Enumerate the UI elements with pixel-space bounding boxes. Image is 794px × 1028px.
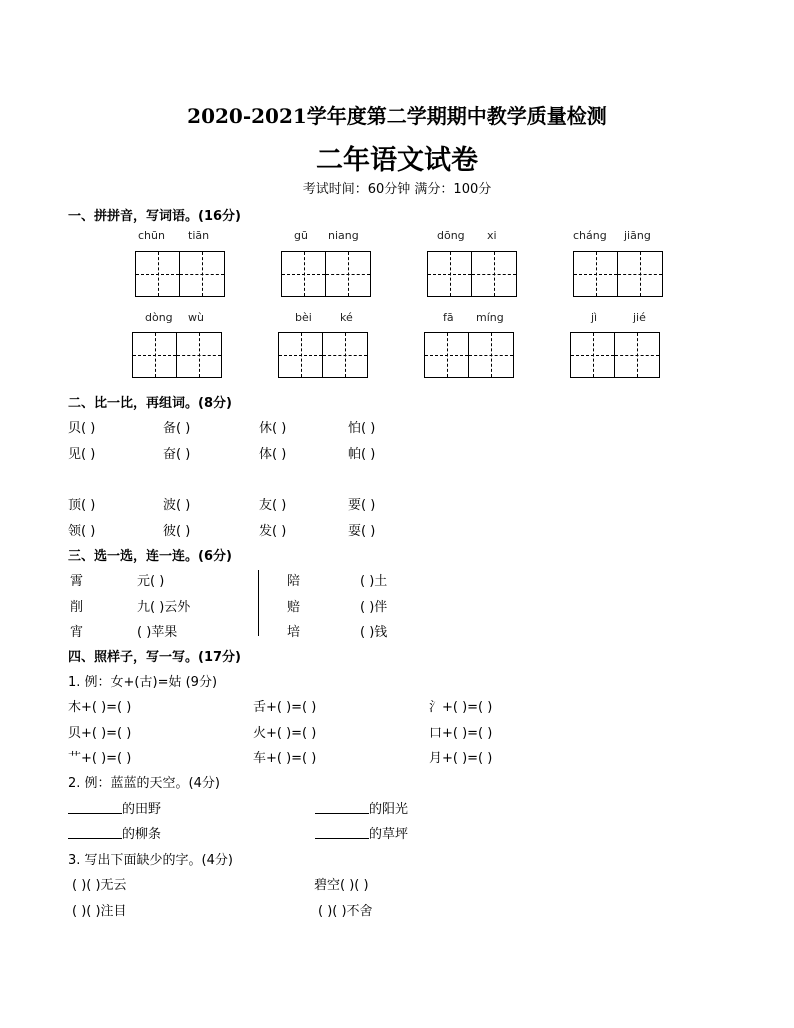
compose-item[interactable]: 口+( )=( ) xyxy=(429,726,493,741)
pinyin: dòng xyxy=(145,311,173,324)
match-char: 霄 xyxy=(70,574,84,589)
compose-item[interactable]: 艹+( )=( ) xyxy=(68,751,132,766)
section1-heading: 一、拼拼音，写词语。(16分) xyxy=(68,209,241,224)
writing-box[interactable] xyxy=(573,251,663,297)
pinyin: chūn xyxy=(138,229,165,242)
idiom-item[interactable]: ( )( )注目 xyxy=(72,904,127,919)
answer-blank[interactable] xyxy=(68,801,122,814)
match-char: 赔 xyxy=(287,600,301,615)
exam-title: 2020-2021学年度第二学期期中教学质量检测 xyxy=(187,104,607,128)
pinyin: bèi xyxy=(295,311,312,324)
match-char: 削 xyxy=(70,600,84,615)
match-blank[interactable]: 元( ) xyxy=(137,574,165,589)
pinyin: jié xyxy=(633,311,646,324)
compose-item[interactable]: 月+( )=( ) xyxy=(429,751,493,766)
writing-box[interactable] xyxy=(427,251,517,297)
phrase-item[interactable]: 的柳条 xyxy=(68,823,161,842)
pinyin: cháng xyxy=(573,229,607,242)
q3-example: 3. 写出下面缺少的字。(4分) xyxy=(68,853,233,868)
compose-item[interactable]: 火+( )=( ) xyxy=(253,726,317,741)
word-item[interactable]: 休( ) xyxy=(259,421,287,436)
writing-box[interactable] xyxy=(132,332,222,378)
compose-item[interactable]: 木+( )=( ) xyxy=(68,700,132,715)
section3-heading: 三、选一选，连一连。(6分) xyxy=(68,549,232,564)
word-item[interactable]: 友( ) xyxy=(259,498,287,513)
word-item[interactable]: 见( ) xyxy=(68,447,96,462)
match-blank[interactable]: ( )土 xyxy=(360,574,388,589)
phrase-item[interactable]: 的阳光 xyxy=(315,798,408,817)
exam-info: 考试时间：60分钟 满分：100分 xyxy=(302,182,492,197)
pinyin: jì xyxy=(591,311,598,324)
match-char: 陪 xyxy=(287,574,301,589)
pinyin: tiān xyxy=(188,229,210,242)
match-blank[interactable]: ( )钱 xyxy=(360,625,388,640)
word-item[interactable]: 彼( ) xyxy=(163,524,191,539)
match-char: 宵 xyxy=(70,625,84,640)
word-item[interactable]: 贝( ) xyxy=(68,421,96,436)
idiom-item[interactable]: ( )( )不舍 xyxy=(318,904,373,919)
writing-box[interactable] xyxy=(135,251,225,297)
compose-item[interactable]: 舌+( )=( ) xyxy=(253,700,317,715)
compose-item[interactable]: 车+( )=( ) xyxy=(253,751,317,766)
word-item[interactable]: 体( ) xyxy=(259,447,287,462)
word-item[interactable]: 耍( ) xyxy=(348,524,376,539)
pinyin: dōng xyxy=(437,229,465,242)
word-item[interactable]: 波( ) xyxy=(163,498,191,513)
pinyin: wù xyxy=(188,311,204,324)
section2-heading: 二、比一比，再组词。(8分) xyxy=(68,396,232,411)
match-char: 培 xyxy=(287,625,301,640)
compose-item[interactable]: 氵+( )=( ) xyxy=(429,700,493,715)
writing-box[interactable] xyxy=(281,251,371,297)
word-item[interactable]: 顶( ) xyxy=(68,498,96,513)
pinyin: niang xyxy=(328,229,359,242)
word-item[interactable]: 奋( ) xyxy=(163,447,191,462)
phrase-item[interactable]: 的田野 xyxy=(68,798,161,817)
pinyin: ké xyxy=(340,311,353,324)
word-item[interactable]: 要( ) xyxy=(348,498,376,513)
writing-box[interactable] xyxy=(424,332,514,378)
writing-box[interactable] xyxy=(278,332,368,378)
section4-heading: 四、照样子，写一写。(17分) xyxy=(68,650,241,665)
pinyin: xi xyxy=(487,229,497,242)
match-blank[interactable]: ( )伴 xyxy=(360,600,388,615)
match-blank[interactable]: 九( )云外 xyxy=(137,600,191,615)
answer-blank[interactable] xyxy=(315,826,369,839)
match-blank[interactable]: ( )苹果 xyxy=(137,625,178,640)
answer-blank[interactable] xyxy=(315,801,369,814)
word-item[interactable]: 备( ) xyxy=(163,421,191,436)
exam-subtitle: 二年语文试卷 xyxy=(316,145,478,176)
idiom-item[interactable]: 碧空( )( ) xyxy=(314,878,369,893)
pinyin: gū xyxy=(294,229,308,242)
answer-blank[interactable] xyxy=(68,826,122,839)
pinyin: jiāng xyxy=(624,229,651,242)
idiom-item[interactable]: ( )( )无云 xyxy=(72,878,127,893)
phrase-item[interactable]: 的草坪 xyxy=(315,823,408,842)
word-item[interactable]: 发( ) xyxy=(259,524,287,539)
divider xyxy=(258,570,259,636)
pinyin: míng xyxy=(476,311,504,324)
word-item[interactable]: 领( ) xyxy=(68,524,96,539)
word-item[interactable]: 怕( ) xyxy=(348,421,376,436)
q2-example: 2. 例：蓝蓝的天空。(4分) xyxy=(68,776,220,791)
word-item[interactable]: 帕( ) xyxy=(348,447,376,462)
pinyin: fā xyxy=(443,311,454,324)
compose-item[interactable]: 贝+( )=( ) xyxy=(68,726,132,741)
q1-example: 1. 例：女+(古)=姑 (9分) xyxy=(68,675,218,690)
writing-box[interactable] xyxy=(570,332,660,378)
